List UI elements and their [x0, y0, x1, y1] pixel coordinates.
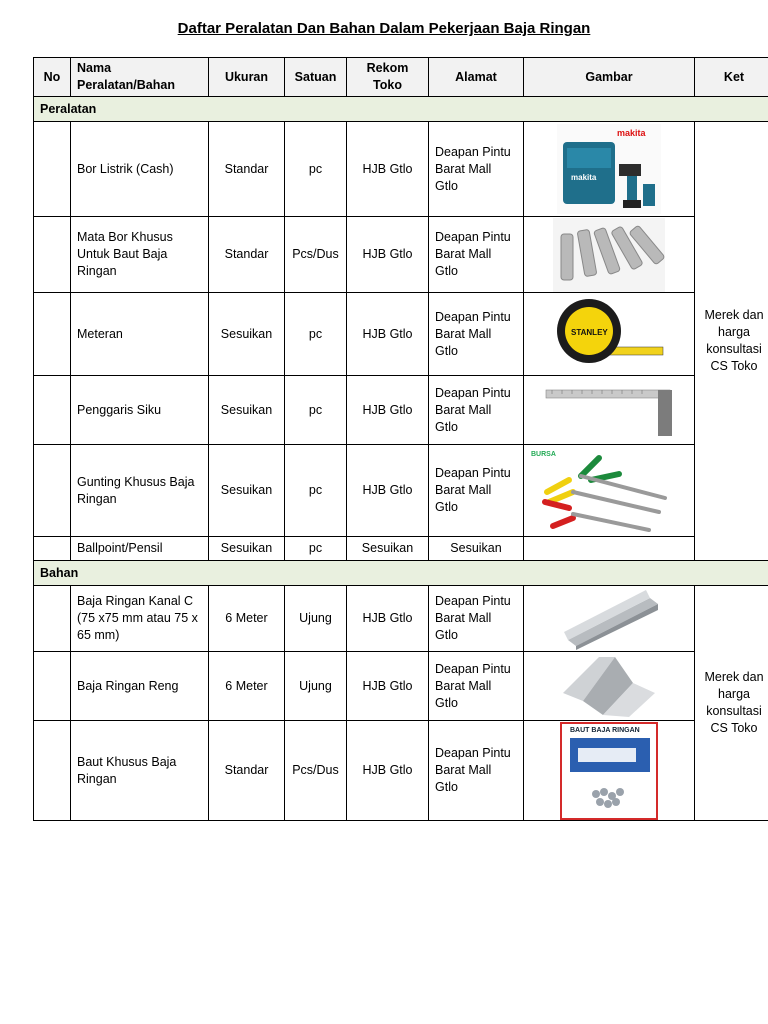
section-label: Bahan [34, 561, 768, 586]
header-no: No [34, 58, 71, 97]
cell-nama: Baja Ringan Reng [71, 652, 209, 721]
header-gambar: Gambar [524, 58, 695, 97]
table-row [34, 217, 768, 293]
cell-gambar [524, 537, 695, 561]
table-row [34, 376, 768, 445]
cell-rekom: Sesuikan [347, 537, 429, 561]
cell-no [34, 586, 71, 652]
cell-rekom: HJB Gtlo [347, 376, 429, 445]
cell-satuan: pc [285, 445, 347, 537]
cell-alamat: Deapan Pintu Barat Mall Gtlo [429, 122, 524, 217]
cell-alamat: Deapan Pintu Barat Mall Gtlo [429, 376, 524, 445]
cell-no [34, 445, 71, 537]
cell-rekom: HJB Gtlo [347, 586, 429, 652]
cell-no [34, 721, 71, 821]
drill-kit-image [557, 124, 661, 214]
cell-nama: Ballpoint/Pensil [71, 537, 209, 561]
cell-alamat: Deapan Pintu Barat Mall Gtlo [429, 293, 524, 376]
document-title: Daftar Peralatan Dan Bahan Dalam Pekerjaan Baja Ringan [177, 20, 591, 37]
cell-rekom: HJB Gtlo [347, 217, 429, 293]
drill-brand-logo: makita [617, 128, 646, 138]
cell-alamat: Deapan Pintu Barat Mall Gtlo [429, 586, 524, 652]
cell-alamat: Deapan Pintu Barat Mall Gtlo [429, 652, 524, 721]
cell-satuan: Pcs/Dus [285, 217, 347, 293]
section-row-peralatan [34, 97, 768, 122]
cell-nama: Penggaris Siku [71, 376, 209, 445]
header-nama: Nama Peralatan/Bahan [71, 58, 209, 97]
c-channel-image [554, 588, 664, 650]
cell-ukuran: Sesuikan [209, 445, 285, 537]
cell-gambar [524, 293, 695, 376]
cell-nama: Gunting Khusus Baja Ringan [71, 445, 209, 537]
screw-box-image [560, 722, 658, 820]
cell-no [34, 652, 71, 721]
cell-rekom: HJB Gtlo [347, 122, 429, 217]
cell-gambar [524, 122, 695, 217]
cell-satuan: pc [285, 122, 347, 217]
cell-ket-bahan: Merek dan harga konsultasi CS Toko [695, 586, 768, 821]
cell-gambar [524, 445, 695, 537]
nut-setter-bits-image [553, 218, 665, 292]
cell-gambar [524, 217, 695, 293]
cell-gambar [524, 376, 695, 445]
table-row [34, 652, 768, 721]
header-rekom: Rekom Toko [347, 58, 429, 97]
cell-gambar [524, 721, 695, 821]
cell-gambar [524, 652, 695, 721]
cell-gambar [524, 586, 695, 652]
table-row [34, 537, 768, 561]
cell-no [34, 537, 71, 561]
cell-satuan: pc [285, 293, 347, 376]
tin-snips-image [529, 446, 689, 536]
cell-ukuran: Standar [209, 122, 285, 217]
cell-no [34, 217, 71, 293]
cell-ukuran: Sesuikan [209, 293, 285, 376]
cell-no [34, 376, 71, 445]
header-satuan: Satuan [285, 58, 347, 97]
cell-no [34, 122, 71, 217]
header-alamat: Alamat [429, 58, 524, 97]
cell-alamat: Deapan Pintu Barat Mall Gtlo [429, 217, 524, 293]
cell-rekom: HJB Gtlo [347, 293, 429, 376]
screw-box-label: BAUT BAJA RINGAN [570, 726, 640, 734]
table-row [34, 721, 768, 821]
cell-satuan: Ujung [285, 652, 347, 721]
tape-measure-image [551, 295, 667, 373]
cell-satuan: pc [285, 537, 347, 561]
table-row [34, 122, 768, 217]
cell-nama: Meteran [71, 293, 209, 376]
cell-alamat: Deapan Pintu Barat Mall Gtlo [429, 721, 524, 821]
cell-satuan: pc [285, 376, 347, 445]
cell-rekom: HJB Gtlo [347, 721, 429, 821]
cell-satuan: Ujung [285, 586, 347, 652]
cell-rekom: HJB Gtlo [347, 652, 429, 721]
cell-ukuran: 6 Meter [209, 586, 285, 652]
cell-ukuran: Sesuikan [209, 537, 285, 561]
header-row [34, 58, 768, 97]
cell-alamat: Deapan Pintu Barat Mall Gtlo [429, 445, 524, 537]
drill-brand-text: makita [571, 173, 597, 182]
cell-satuan: Pcs/Dus [285, 721, 347, 821]
header-ket: Ket [695, 58, 768, 97]
cell-nama: Baja Ringan Kanal C (75 x75 mm atau 75 x 65 mm) [71, 586, 209, 652]
tape-brand-text: STANLEY [571, 328, 608, 337]
cell-ukuran: 6 Meter [209, 652, 285, 721]
cell-no [34, 293, 71, 376]
header-ukuran: Ukuran [209, 58, 285, 97]
reng-profile-image [559, 653, 659, 719]
square-ruler-image [542, 380, 676, 440]
cell-ukuran: Sesuikan [209, 376, 285, 445]
snips-brand-text: BURSA [531, 450, 556, 458]
cell-nama: Mata Bor Khusus Untuk Baut Baja Ringan [71, 217, 209, 293]
equipment-table [33, 57, 768, 821]
cell-rekom: HJB Gtlo [347, 445, 429, 537]
cell-nama: Bor Listrik (Cash) [71, 122, 209, 217]
cell-ket-peralatan: Merek dan harga konsultasi CS Toko [695, 122, 768, 561]
cell-ukuran: Standar [209, 721, 285, 821]
section-row-bahan [34, 561, 768, 586]
section-label: Peralatan [34, 97, 768, 122]
cell-alamat: Sesuikan [429, 537, 524, 561]
table-row [34, 293, 768, 376]
table-row [34, 586, 768, 652]
table-row [34, 445, 768, 537]
cell-ukuran: Standar [209, 217, 285, 293]
cell-nama: Baut Khusus Baja Ringan [71, 721, 209, 821]
